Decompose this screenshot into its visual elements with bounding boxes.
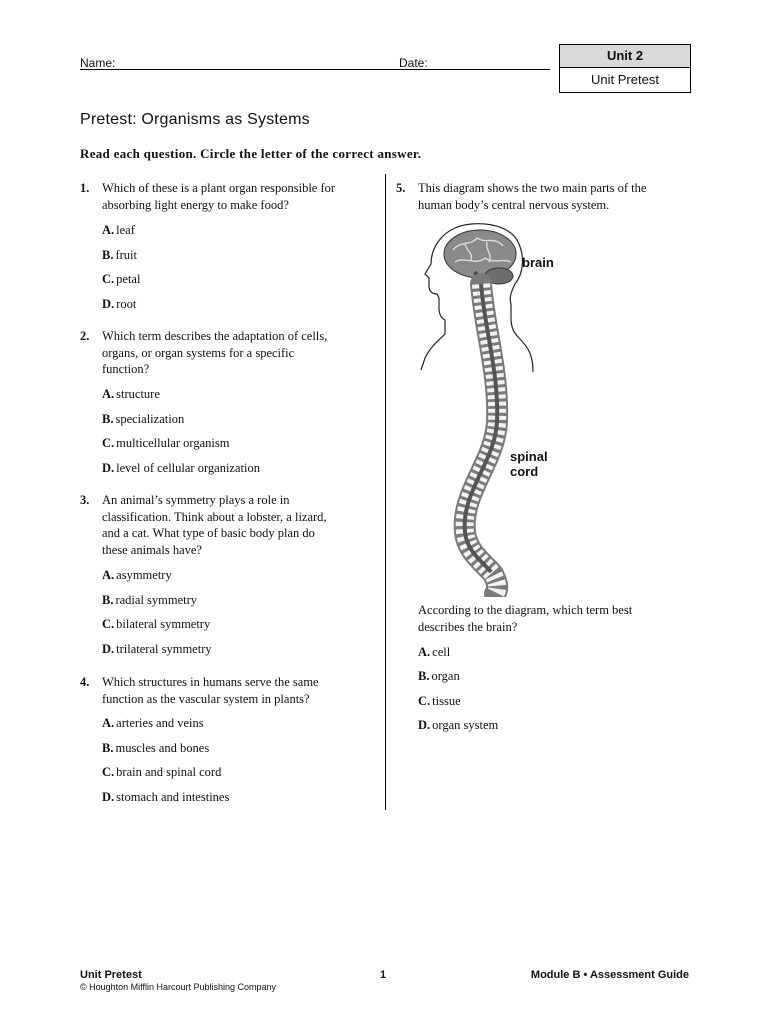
question-stem: An animal’s symmetry plays a role in classification. Think about a lobster, a lizard, and a cat. What type of basic body plan do these animals have?: [102, 493, 327, 557]
answer-option-d[interactable]: D. trilateral symmetry: [102, 642, 212, 656]
footer-copyright: © Houghton Mifflin Harcourt Publishing Company: [80, 982, 277, 992]
question-stem: This diagram shows the two main parts of the human body’s central nervous system.: [418, 181, 647, 212]
answer-option-b[interactable]: B. muscles and bones: [102, 741, 210, 755]
column-divider: [385, 174, 386, 810]
name-date-line: [80, 69, 550, 70]
answer-option-d[interactable]: D. level of cellular organization: [102, 461, 260, 475]
nervous-system-diagram: [415, 222, 555, 597]
answer-option-a[interactable]: A. asymmetry: [102, 568, 172, 582]
question-followup: According to the diagram, which term best describes the brain?: [418, 603, 633, 634]
question-stem: Which term describes the adaptation of cells, organs, or organ systems for a specific function?: [102, 329, 328, 376]
date-label: Date:: [399, 56, 428, 70]
answer-option-c[interactable]: C. brain and spinal cord: [102, 765, 222, 779]
diagram-label-brain: brain: [522, 255, 554, 270]
answer-option-b[interactable]: B. specialization: [102, 412, 185, 426]
answer-option-c[interactable]: C. bilateral symmetry: [102, 617, 211, 631]
answer-option-a[interactable]: A. cell: [418, 645, 451, 659]
footer-unit-pretest: Unit Pretest: [80, 969, 142, 981]
unit-box: [559, 44, 691, 93]
question-number: 5.: [396, 181, 406, 195]
answer-option-c[interactable]: C. petal: [102, 272, 141, 286]
question-stem: Which of these is a plant organ responsible for absorbing light energy to make food?: [102, 181, 336, 212]
unit-subtitle: Unit Pretest: [591, 72, 659, 87]
answer-option-d[interactable]: D. stomach and intestines: [102, 790, 230, 804]
page-number: 1: [380, 969, 387, 981]
unit-number: Unit 2: [560, 45, 690, 68]
answer-option-a[interactable]: A. leaf: [102, 223, 135, 237]
page-title: Pretest: Organisms as Systems: [80, 111, 310, 128]
question-number: 2.: [80, 329, 90, 343]
answer-option-b[interactable]: B. radial symmetry: [102, 593, 198, 607]
name-label: Name:: [80, 56, 116, 70]
question-number: 4.: [80, 675, 90, 689]
answer-option-b[interactable]: B. fruit: [102, 248, 137, 262]
answer-option-a[interactable]: A. arteries and veins: [102, 716, 204, 730]
answer-option-c[interactable]: C. tissue: [418, 694, 461, 708]
answer-option-d[interactable]: D. root: [102, 297, 137, 311]
question-number: 3.: [80, 493, 90, 507]
diagram-label-spinal-cord: spinal cord: [510, 449, 548, 479]
answer-option-a[interactable]: A. structure: [102, 387, 160, 401]
instructions: Read each question. Circle the letter of the correct answer.: [80, 146, 422, 161]
question-stem: Which structures in humans serve the same function as the vascular system in plants?: [102, 675, 319, 706]
footer-module: Module B • Assessment Guide: [530, 969, 689, 981]
question-number: 1.: [80, 181, 90, 195]
answer-option-c[interactable]: C. multicellular organism: [102, 436, 230, 450]
answer-option-b[interactable]: B. organ: [418, 669, 460, 683]
answer-option-d[interactable]: D. organ system: [418, 718, 499, 732]
